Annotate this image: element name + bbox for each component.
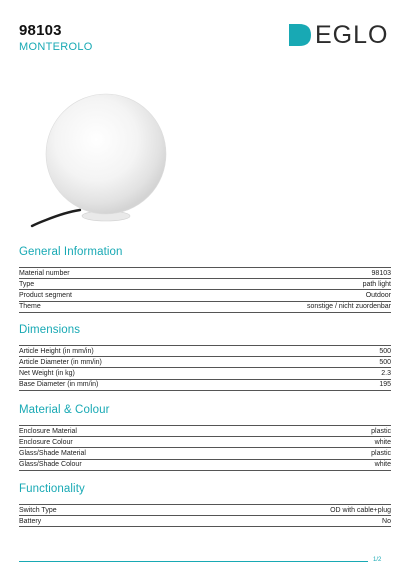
spec-table [19,504,391,527]
table-row [19,437,391,448]
table-row [19,302,391,313]
row-label: Article Height (in mm/in) [19,347,94,355]
article-name: MONTEROLO [19,41,93,53]
section-title: Material & Colour [19,404,110,416]
table-row [19,380,391,391]
row-label: Article Diameter (in mm/in) [19,358,102,366]
section-functionality [19,483,391,527]
section-dimensions [19,324,391,391]
row-label: Material number [19,269,70,277]
page-number: 1/2 [373,557,382,563]
row-label: Glass/Shade Material [19,449,86,457]
row-label: Product segment [19,291,72,299]
table-row [19,279,391,290]
power-cable [32,210,80,226]
logo-mark-icon [289,24,311,46]
row-label: Net Weight (in kg) [19,369,75,377]
row-value: Outdoor [365,291,391,299]
table-row [19,290,391,301]
row-value: 98103 [371,269,391,277]
row-label: Switch Type [19,506,57,514]
row-value: No [382,517,391,525]
row-value: 195 [379,381,391,389]
row-value: 500 [379,347,391,355]
row-value: sonstige / nicht zuordenbar [306,303,391,311]
spec-table [19,425,391,471]
row-value: path light [362,280,391,288]
row-value: plastic [371,427,391,435]
table-row [19,426,391,437]
row-value: 500 [379,358,391,366]
row-value: white [374,438,391,446]
footer-divider [19,561,368,562]
table-row [19,516,391,527]
row-value: plastic [371,449,391,457]
row-label: Glass/Shade Colour [19,461,82,469]
logo-wordmark: EGLO [315,21,389,49]
article-number: 98103 [19,22,62,39]
table-row [19,357,391,368]
spec-table [19,345,391,391]
row-value: 2.3 [381,369,391,377]
section-material-colour [19,404,391,471]
table-row [19,346,391,357]
section-title: General Information [19,246,123,258]
brand-logo [289,21,389,49]
product-image [28,92,178,232]
globe-shade [46,94,166,214]
section-title: Functionality [19,483,85,495]
table-row [19,505,391,516]
row-label: Enclosure Colour [19,438,73,446]
spec-table [19,267,391,313]
section-general-information [19,246,391,313]
row-label: Base Diameter (in mm/in) [19,381,99,389]
table-row [19,460,391,471]
row-label: Type [19,280,35,288]
table-row [19,448,391,459]
row-label: Battery [19,517,42,525]
section-title: Dimensions [19,324,81,336]
table-row [19,368,391,379]
row-label: Enclosure Material [19,427,77,435]
row-value: white [374,461,391,469]
table-row [19,268,391,279]
row-value: OD with cable+plug [330,506,391,514]
product-header [19,22,93,53]
row-label: Theme [19,303,41,311]
